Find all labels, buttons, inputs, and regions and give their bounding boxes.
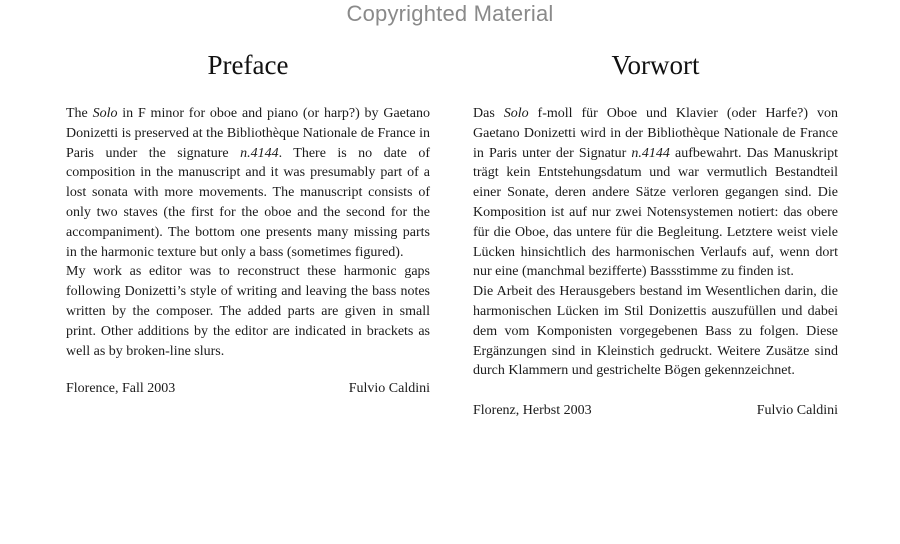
vorwort-solo-title: Solo [503,106,529,121]
preface-author: Fulvio Caldini [348,381,430,397]
vorwort-heading: Vorwort [611,50,700,80]
preface-column [66,48,430,399]
preface-p1-middle: in F minor for oboe and piano (or harp?) by Gaetano Donizetti is preserved at the Bibliothèque Nationale de France in Paris under the signature [66,106,430,161]
vorwort-place-date: Florenz, Herbst 2003 [473,403,592,419]
preface-signature-number: n.4144 [240,145,279,161]
copyright-watermark: Copyrighted Material [346,1,554,26]
vorwort-signature-number: n.4144 [631,145,670,161]
vorwort-column [473,48,838,421]
preface-paragraph-1 [66,104,430,262]
vorwort-p1-middle: f-moll für Oboe und Klavier (oder Harfe?) von Gaetano Donizetti wird in der Bibliothèque Nationale de France in Paris unter der Signatur [473,106,838,161]
vorwort-p1-intro: Das [473,106,504,121]
preface-solo-title: Solo [92,106,118,121]
preface-heading: Preface [207,50,289,80]
vorwort-signature-line [473,401,838,421]
preface-place-date: Florence, Fall 2003 [66,381,176,397]
vorwort-paragraph-2: Die Arbeit des Herausgebers bestand im Wesentlichen darin, die harmonischen Lücken im Stil Donizettis auszufüllen und dabei dem vom Komponisten vorgegebenen Bass zu folgen. Diese Ergänzungen sind in Kleinstich gedruckt. Weitere Zusätze sind durch Klammern und gestrichelte Bögen gekennzeichnet. [473,284,838,379]
vorwort-paragraph-1 [473,104,838,282]
preface-signature-line [66,379,430,399]
preface-paragraph-2: My work as editor was to reconstruct these harmonic gaps following Donizetti’s style of writing and leaving the bass notes written by the composer. The added parts are given in small print. Other additions by the editor are indicated in brackets as well as by broken-line slurs. [66,264,430,359]
vorwort-author: Fulvio Caldini [756,403,838,419]
preface-p1-rest: . There is no date of composition in the manuscript and it was presumably part of a lost sonata with more movements. The manuscript consists of only two staves (the first for the oboe and the second for the accompaniment). The bottom one presents many missing parts in the harmonic texture but only a bass (sometimes figured). [66,145,430,260]
vorwort-p1-rest: aufbewahrt. Das Manuskript trägt kein Entstehungsdatum und war vermutlich Bestandteil einer Sonate, deren andere Sätze verloren gegangen sind. Die Komposition ist auf nur zwei Notensystemen notiert: das obere für die Oboe, das untere für die Begleitung. Letztere weist viele Lücken hinsichtlich des harmonischen Verlaufs auf, wenn dort nur eine (manchmal bezifferte) Bassstimme zu finden ist. [473,145,838,280]
preface-p1-intro: The [66,106,93,121]
